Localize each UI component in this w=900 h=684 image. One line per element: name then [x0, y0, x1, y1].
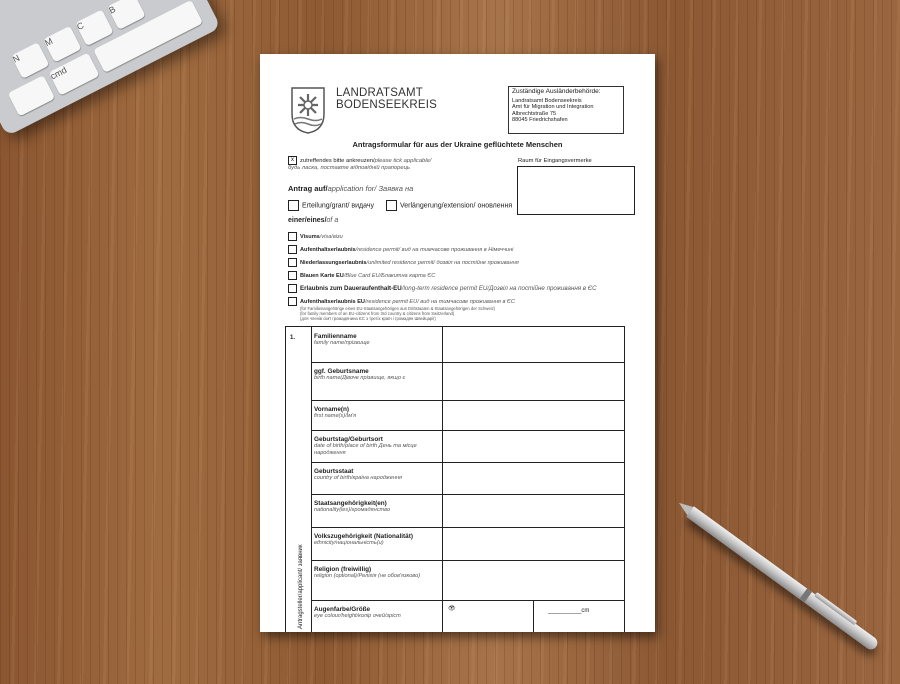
row-label-de: Geburtsstaat — [314, 468, 354, 475]
section-column — [286, 327, 312, 632]
application-for — [288, 184, 413, 193]
authority-line: Amt für Migration und Integration — [512, 104, 594, 111]
row-label-de: Staatsangehörigkeit(en) — [314, 500, 387, 507]
permit-checkbox[interactable] — [288, 258, 297, 267]
key-label: B — [107, 4, 118, 16]
key-label: cmd — [48, 64, 69, 82]
table-row — [311, 327, 625, 363]
of-a-en: of a — [326, 217, 339, 224]
org-line-2: BODENSEEKREIS — [336, 99, 438, 111]
row-label — [311, 527, 443, 560]
tick-en: please tick applicable/ — [374, 158, 432, 165]
option-grant[interactable] — [288, 200, 374, 211]
permit-de: Aufenthaltserlaubnis EU — [300, 298, 365, 305]
row-label — [311, 430, 443, 462]
authority-line: Landratsamt Bodenseekreis — [512, 97, 582, 104]
row-label-de: Augenfarbe/Größe — [314, 606, 371, 613]
keyboard — [0, 0, 221, 136]
table-row — [311, 494, 625, 528]
row-label — [311, 327, 443, 362]
row-label — [311, 362, 443, 400]
permit-option[interactable] — [288, 271, 597, 280]
key-label: C — [75, 20, 86, 32]
section-vertical-label: Antragsteller/applicant/ заявник — [298, 544, 304, 629]
permit-de: Visums — [300, 233, 320, 240]
eye-icon: 👁 — [448, 606, 456, 612]
row-label — [311, 462, 443, 494]
receipt-box — [517, 166, 635, 215]
permit-option[interactable] — [288, 245, 597, 254]
row-label-en: first name(s)/Ім'я — [314, 413, 357, 420]
grant-checkbox[interactable] — [288, 200, 299, 211]
keyboard-key — [75, 9, 114, 46]
row-label-en: nationality(ies)/громадянство — [314, 507, 391, 514]
permit-note: (для членів сім'ї громадянина ЄС з третіх країн і громадян Швейцарії) — [300, 315, 436, 321]
authority-line: 88045 Friedrichshafen — [512, 117, 568, 124]
row-label-de: Vorname(n) — [314, 406, 350, 413]
height-field[interactable]: __________cm — [548, 608, 590, 614]
permit-de: Niederlassungserlaubnis — [300, 259, 367, 266]
row-label-en: date of birth/place of birth День та місце народження — [314, 443, 417, 457]
row-label-en: ethnicity/національність(и) — [314, 540, 384, 547]
row-label-de: Familienname — [314, 333, 357, 340]
application-form-paper — [260, 54, 655, 632]
row-label — [311, 494, 443, 527]
table-row — [311, 560, 625, 601]
authority-line: Albrechtstraße 75 — [512, 110, 557, 117]
tick-uk: будь ласка, поставте відповідній прапорець — [288, 165, 410, 171]
tick-de: zutreffendes bitte ankreuzen/ — [300, 158, 375, 165]
tick-instruction — [288, 156, 431, 172]
permit-option[interactable] — [288, 284, 597, 293]
row-label-en: religion (optional)/Релігія (не обов'язково) — [314, 573, 421, 580]
permit-option[interactable] — [288, 258, 597, 267]
of-a-de: einer/eines/ — [288, 217, 327, 224]
row-label — [311, 600, 443, 632]
permit-option[interactable] — [288, 297, 597, 306]
cell-divider — [533, 600, 534, 632]
row-label-en: country of birth/країна народження — [314, 475, 403, 482]
permit-type-list — [288, 232, 597, 321]
key-label: N — [10, 52, 22, 65]
permit-en: /residence permit/ вид на тимчасове проживання в Німеччині — [355, 246, 514, 253]
form-title: Antragsformular für aus der Ukraine geflüchtete Menschen — [352, 140, 563, 149]
tick-example-checkbox: x — [288, 156, 297, 165]
app-for-en: application for/ — [327, 184, 377, 193]
organization-name — [336, 87, 437, 111]
authority-heading: Zuständige Ausländerbehörde: — [512, 88, 601, 95]
row-label-en: birth name/Дівоче прізвище, якщо є — [314, 375, 406, 382]
row-label-de: Volkszugehörigkeit (Nationalität) — [314, 533, 413, 540]
permit-en: /visa/візи — [319, 233, 343, 240]
permit-checkbox[interactable] — [288, 232, 297, 241]
app-for-uk: Заявка на — [376, 184, 414, 193]
permit-de: Erlaubnis zum Daueraufenthalt-EU — [300, 285, 402, 293]
table-row — [311, 600, 625, 632]
row-label-en: eye colour/height/колір очей/зріст — [314, 613, 401, 620]
extension-label: Verlängerung/extension/ оновлення — [400, 202, 513, 210]
table-row — [311, 430, 625, 463]
key-label: M — [43, 36, 55, 49]
permit-en: /residence permit EU/ вид на тимчасове проживання в ЄС — [364, 298, 515, 305]
permit-de: Aufenthaltserlaubnis — [300, 246, 356, 253]
receipt-label: Raum für Eingangsvermerke — [518, 158, 592, 164]
authority-address-box — [508, 86, 624, 134]
table-row — [311, 362, 625, 401]
permit-en: /long-term residence permit EU/Дозвіл на постійне проживання в ЄС — [401, 285, 597, 293]
permit-checkbox[interactable] — [288, 271, 297, 280]
row-label — [311, 560, 443, 600]
permit-checkbox[interactable] — [288, 245, 297, 254]
district-coat-of-arms-icon — [290, 86, 326, 134]
row-label-de: ggf. Geburtsname — [314, 368, 369, 375]
pen-ring — [799, 589, 811, 603]
keyboard-key — [43, 26, 82, 63]
option-extension[interactable] — [386, 200, 512, 211]
section-number: 1. — [290, 335, 296, 341]
permit-checkbox[interactable] — [288, 297, 297, 306]
row-label — [311, 400, 443, 430]
row-label-de: Geburtstag/Geburtsort — [314, 436, 383, 443]
app-for-de: Antrag auf/ — [288, 184, 328, 193]
permit-note: (for family members of an EU-citizens from 3rd country & citizens from Switzerland) — [300, 310, 455, 316]
permit-option[interactable] — [288, 232, 597, 241]
row-label-en: family name/прізвище — [314, 340, 370, 347]
permit-checkbox[interactable] — [288, 284, 297, 293]
permit-en: /unlimited residence permit/ дозвіл на постійне проживання — [366, 259, 519, 266]
keyboard-key — [8, 75, 55, 116]
table-row — [311, 400, 625, 431]
pen-tip — [676, 499, 693, 515]
permit-note: (für Familienangehörige eines EU-Staatsangehörigen aus Drittstaaten & Staatsangehörigen der Schweiz) — [300, 306, 496, 311]
of-a-heading — [288, 217, 338, 224]
grant-label: Erteilung/grant/ видачу — [302, 202, 375, 210]
org-line-1: LANDRATSAMT — [336, 87, 423, 99]
table-row — [311, 462, 625, 495]
permit-de: Blauen Karte EU — [300, 272, 344, 279]
pen-clip — [814, 592, 857, 625]
permit-en: /Blue Card EU/Блакитна карта ЄС — [343, 272, 436, 279]
table-row — [311, 527, 625, 561]
extension-checkbox[interactable] — [386, 200, 397, 211]
pen — [686, 506, 880, 652]
applicant-table — [285, 326, 625, 632]
row-label-de: Religion (freiwillig) — [314, 566, 372, 573]
keyboard-key — [11, 42, 50, 79]
